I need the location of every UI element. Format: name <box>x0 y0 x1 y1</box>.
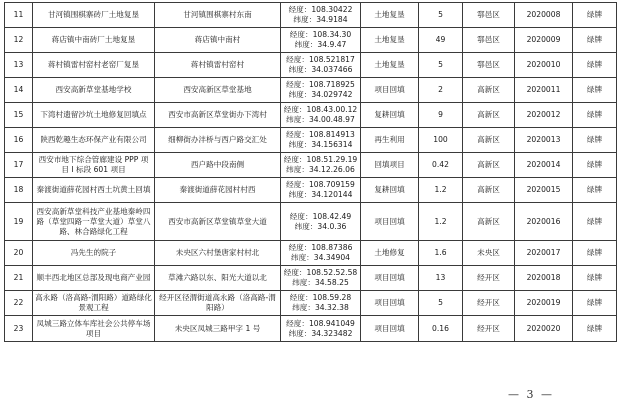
area-cell: 1.6 <box>419 241 463 266</box>
latitude-line <box>283 140 358 150</box>
status-cell: 绿牌 <box>573 153 617 178</box>
latitude-value: 34.156314 <box>311 140 353 149</box>
district-cell: 未央区 <box>463 241 515 266</box>
table-row <box>5 203 617 241</box>
latitude-label: 纬度： <box>288 190 312 199</box>
district-cell: 经开区 <box>463 316 515 342</box>
project-name-cell: 西安高新草堂基地学校 <box>33 78 155 103</box>
area-cell: 5 <box>419 291 463 316</box>
latitude-label: 纬度： <box>290 253 314 262</box>
location-cell: 细柳街办沣桥与西户路交汇处 <box>155 128 281 153</box>
latitude-line <box>283 278 358 288</box>
row-number-cell: 14 <box>5 78 33 103</box>
row-number-cell: 21 <box>5 266 33 291</box>
latitude-label: 纬度： <box>286 165 309 174</box>
code-cell: 2020012 <box>515 103 573 128</box>
latitude-value: 34.12.26.06 <box>308 165 355 174</box>
latitude-value: 34.323482 <box>311 328 353 338</box>
type-cell: 土地复垦 <box>361 28 419 53</box>
code-cell: 2020011 <box>515 78 573 103</box>
latitude-label: 纬度： <box>294 40 318 49</box>
district-cell: 高新区 <box>463 153 515 178</box>
row-number-cell: 17 <box>5 153 33 178</box>
latitude-line <box>283 65 358 75</box>
area-cell: 13 <box>419 266 463 291</box>
project-name-cell: 西安高新草堂科技产业基地秦岭四路（草堂四路一草堂大道）草堂八路、林合路绿化工程 <box>33 203 155 241</box>
area-cell: 100 <box>419 128 463 153</box>
table-row <box>5 266 617 291</box>
latitude-line <box>283 329 358 339</box>
status-cell: 绿牌 <box>573 128 617 153</box>
project-name-cell: 甘河镇围棋寨砖厂土地复垦 <box>33 3 155 28</box>
code-cell: 2020016 <box>515 203 573 241</box>
longitude-line <box>283 30 358 40</box>
longitude-line <box>283 130 358 140</box>
code-cell: 2020010 <box>515 53 573 78</box>
location-cell: 蒋村镇雷村窑村 <box>155 53 281 78</box>
page-number: — 3 — <box>508 388 554 401</box>
project-name-cell: 蒋店镇中南砖厂土地复垦 <box>33 28 155 53</box>
district-cell: 高新区 <box>463 203 515 241</box>
longitude-label: 经度： <box>286 130 309 139</box>
latitude-label: 纬度： <box>293 15 317 24</box>
location-cell: 西安高新区草堂基地 <box>155 78 281 103</box>
latitude-value: 34.037466 <box>311 65 353 74</box>
longitude-label: 经度： <box>289 211 313 221</box>
longitude-value: 108.52.52.58 <box>306 268 358 277</box>
project-name-cell: 蒋村镇雷村窑村老窑厂复垦 <box>33 53 155 78</box>
status-cell: 绿牌 <box>573 178 617 203</box>
latitude-line <box>283 115 358 125</box>
status-cell: 绿牌 <box>573 316 617 342</box>
table-row <box>5 316 617 342</box>
location-cell: 秦渡街道薛花园村村西 <box>155 178 281 203</box>
longitude-label: 经度： <box>286 318 309 328</box>
latitude-label: 纬度： <box>286 115 309 124</box>
table-row <box>5 153 617 178</box>
coordinates-cell <box>281 178 361 203</box>
latitude-value: 34.0.36 <box>317 221 347 231</box>
row-number-cell: 20 <box>5 241 33 266</box>
longitude-line <box>283 293 358 303</box>
table-row <box>5 128 617 153</box>
status-cell: 绿牌 <box>573 203 617 241</box>
code-cell: 2020015 <box>515 178 573 203</box>
code-cell: 2020008 <box>515 3 573 28</box>
location-cell: 未央区六村堡唐家村村北 <box>155 241 281 266</box>
latitude-label: 纬度： <box>288 140 312 149</box>
longitude-value: 108.941049 <box>308 318 355 328</box>
district-cell: 高新区 <box>463 178 515 203</box>
location-cell: 蒋店镇中南村 <box>155 28 281 53</box>
latitude-value: 34.58.25 <box>314 278 349 287</box>
type-cell: 复耕回填 <box>361 178 419 203</box>
type-cell: 土地复垦 <box>361 3 419 28</box>
coordinates-cell <box>281 128 361 153</box>
row-number-cell: 16 <box>5 128 33 153</box>
status-cell: 绿牌 <box>573 78 617 103</box>
project-name-cell: 西安市地下综合管廊建设 PPP 项目 I 标段 601 项目 <box>33 153 155 178</box>
coordinates-cell <box>281 266 361 291</box>
code-cell: 2020017 <box>515 241 573 266</box>
latitude-value: 34.120144 <box>311 190 353 199</box>
project-name-cell: 陕西乾趣生态环保产业有限公司 <box>33 128 155 153</box>
area-cell: 49 <box>419 28 463 53</box>
latitude-label: 纬度： <box>292 278 315 287</box>
district-cell: 鄠邑区 <box>463 28 515 53</box>
table-row <box>5 241 617 266</box>
latitude-value: 34.9.47 <box>317 40 347 49</box>
coordinates-cell <box>281 3 361 28</box>
row-number-cell: 11 <box>5 3 33 28</box>
latitude-line <box>283 40 358 50</box>
district-cell: 经开区 <box>463 291 515 316</box>
longitude-value: 108.34.30 <box>312 30 352 39</box>
row-number-cell: 22 <box>5 291 33 316</box>
row-number-cell: 15 <box>5 103 33 128</box>
table-row <box>5 3 617 28</box>
coordinates-cell <box>281 153 361 178</box>
type-cell: 项目回填 <box>361 266 419 291</box>
location-cell: 经开区径渭街道高永路（洛高路-渭阳路） <box>155 291 281 316</box>
longitude-line <box>283 319 358 329</box>
latitude-label: 纬度： <box>288 328 312 338</box>
project-name-cell: 顺丰西北地区总部及现电商产业园 <box>33 266 155 291</box>
area-cell: 0.42 <box>419 153 463 178</box>
longitude-line <box>283 212 358 222</box>
location-cell: 西安市高新区草堂街办下湾村 <box>155 103 281 128</box>
longitude-label: 经度： <box>286 80 309 89</box>
longitude-value: 108.718925 <box>308 80 355 89</box>
latitude-label: 纬度： <box>292 303 315 312</box>
latitude-line <box>283 222 358 232</box>
table-row <box>5 178 617 203</box>
table-row <box>5 78 617 103</box>
district-cell: 高新区 <box>463 103 515 128</box>
location-cell: 未央区凤城三路甲字 1 号 <box>155 316 281 342</box>
type-cell: 复耕回填 <box>361 103 419 128</box>
coordinates-cell <box>281 28 361 53</box>
row-number-cell: 12 <box>5 28 33 53</box>
type-cell: 再生利用 <box>361 128 419 153</box>
longitude-line <box>283 268 358 278</box>
latitude-value: 34.029742 <box>311 90 353 99</box>
latitude-label: 纬度： <box>288 65 312 74</box>
longitude-line <box>283 5 358 15</box>
area-cell: 2 <box>419 78 463 103</box>
row-number-cell: 19 <box>5 203 33 241</box>
table-body <box>5 3 617 342</box>
code-cell: 2020018 <box>515 266 573 291</box>
coordinates-cell <box>281 103 361 128</box>
district-cell: 鄠邑区 <box>463 3 515 28</box>
area-cell: 0.16 <box>419 316 463 342</box>
status-cell: 绿牌 <box>573 103 617 128</box>
latitude-line <box>283 90 358 100</box>
status-cell: 绿牌 <box>573 28 617 53</box>
type-cell: 回填项目 <box>361 153 419 178</box>
longitude-line <box>283 80 358 90</box>
latitude-value: 34.9184 <box>316 15 348 24</box>
project-name-cell: 高永路（洛高路-渭阳路）道路绿化景观工程 <box>33 291 155 316</box>
project-name-cell: 下湾村遗留沙坑土地修复回填点 <box>33 103 155 128</box>
longitude-value: 108.59.28 <box>312 293 352 302</box>
coordinates-cell <box>281 53 361 78</box>
code-cell: 2020014 <box>515 153 573 178</box>
district-cell: 经开区 <box>463 266 515 291</box>
latitude-value: 34.32.38 <box>314 303 349 312</box>
latitude-label: 纬度： <box>288 90 312 99</box>
longitude-label: 经度： <box>283 155 307 164</box>
latitude-value: 34.34904 <box>313 253 350 262</box>
type-cell: 土地复垦 <box>361 53 419 78</box>
longitude-value: 108.87386 <box>311 243 353 252</box>
district-cell: 高新区 <box>463 78 515 103</box>
type-cell: 项目回填 <box>361 78 419 103</box>
project-name-cell: 凤城三路立体车库社会公共停车场项目 <box>33 316 155 342</box>
area-cell: 9 <box>419 103 463 128</box>
longitude-label: 经度： <box>286 55 309 64</box>
code-cell: 2020019 <box>515 291 573 316</box>
latitude-line <box>283 15 358 25</box>
code-cell: 2020013 <box>515 128 573 153</box>
project-name-cell: 秦渡街道薛花园村西土坑黄土回填 <box>33 178 155 203</box>
longitude-value: 108.51.29.19 <box>306 155 358 164</box>
location-cell: 甘河镇围棋寨村东南 <box>155 3 281 28</box>
code-cell: 2020020 <box>515 316 573 342</box>
coordinates-cell <box>281 316 361 342</box>
longitude-value: 108.521817 <box>308 55 355 64</box>
location-cell: 西安市高新区草堂镇草堂大道 <box>155 203 281 241</box>
latitude-line <box>283 165 358 175</box>
longitude-value: 108.30422 <box>311 5 353 14</box>
coordinates-cell <box>281 78 361 103</box>
longitude-line <box>283 105 358 115</box>
latitude-line <box>283 303 358 313</box>
coordinates-cell <box>281 291 361 316</box>
longitude-value: 108.43.00.12 <box>306 105 358 114</box>
longitude-value: 108.709159 <box>308 180 355 189</box>
site-table <box>4 2 617 342</box>
longitude-line <box>283 180 358 190</box>
district-cell: 鄠邑区 <box>463 53 515 78</box>
area-cell: 5 <box>419 53 463 78</box>
type-cell: 土地修复 <box>361 241 419 266</box>
longitude-label: 经度： <box>288 243 312 252</box>
type-cell: 项目回填 <box>361 316 419 342</box>
latitude-value: 34.00.48.97 <box>308 115 355 124</box>
table-row <box>5 53 617 78</box>
latitude-label: 纬度： <box>294 221 318 231</box>
status-cell: 绿牌 <box>573 241 617 266</box>
longitude-label: 经度： <box>283 105 307 114</box>
longitude-label: 经度： <box>283 268 307 277</box>
status-cell: 绿牌 <box>573 53 617 78</box>
longitude-label: 经度： <box>289 30 313 39</box>
status-cell: 绿牌 <box>573 266 617 291</box>
row-number-cell: 18 <box>5 178 33 203</box>
longitude-line <box>283 155 358 165</box>
coordinates-cell <box>281 203 361 241</box>
location-cell: 西户路中段南侧 <box>155 153 281 178</box>
longitude-label: 经度： <box>288 5 312 14</box>
table-row <box>5 28 617 53</box>
latitude-line <box>283 253 358 263</box>
longitude-line <box>283 243 358 253</box>
project-name-cell: 冯先生的院子 <box>33 241 155 266</box>
district-cell: 高新区 <box>463 128 515 153</box>
area-cell: 1.2 <box>419 178 463 203</box>
longitude-line <box>283 55 358 65</box>
coordinates-cell <box>281 241 361 266</box>
type-cell: 项目回填 <box>361 291 419 316</box>
longitude-label: 经度： <box>289 293 313 302</box>
longitude-label: 经度： <box>286 180 309 189</box>
area-cell: 1.2 <box>419 203 463 241</box>
area-cell: 5 <box>419 3 463 28</box>
code-cell: 2020009 <box>515 28 573 53</box>
status-cell: 绿牌 <box>573 291 617 316</box>
table-row <box>5 291 617 316</box>
table-row <box>5 103 617 128</box>
row-number-cell: 23 <box>5 316 33 342</box>
type-cell: 项目回填 <box>361 203 419 241</box>
longitude-value: 108.814913 <box>308 130 355 139</box>
status-cell: 绿牌 <box>573 3 617 28</box>
longitude-value: 108.42.49 <box>312 211 352 221</box>
row-number-cell: 13 <box>5 53 33 78</box>
latitude-line <box>283 190 358 200</box>
location-cell: 草滩六路以东、阳光大道以北 <box>155 266 281 291</box>
